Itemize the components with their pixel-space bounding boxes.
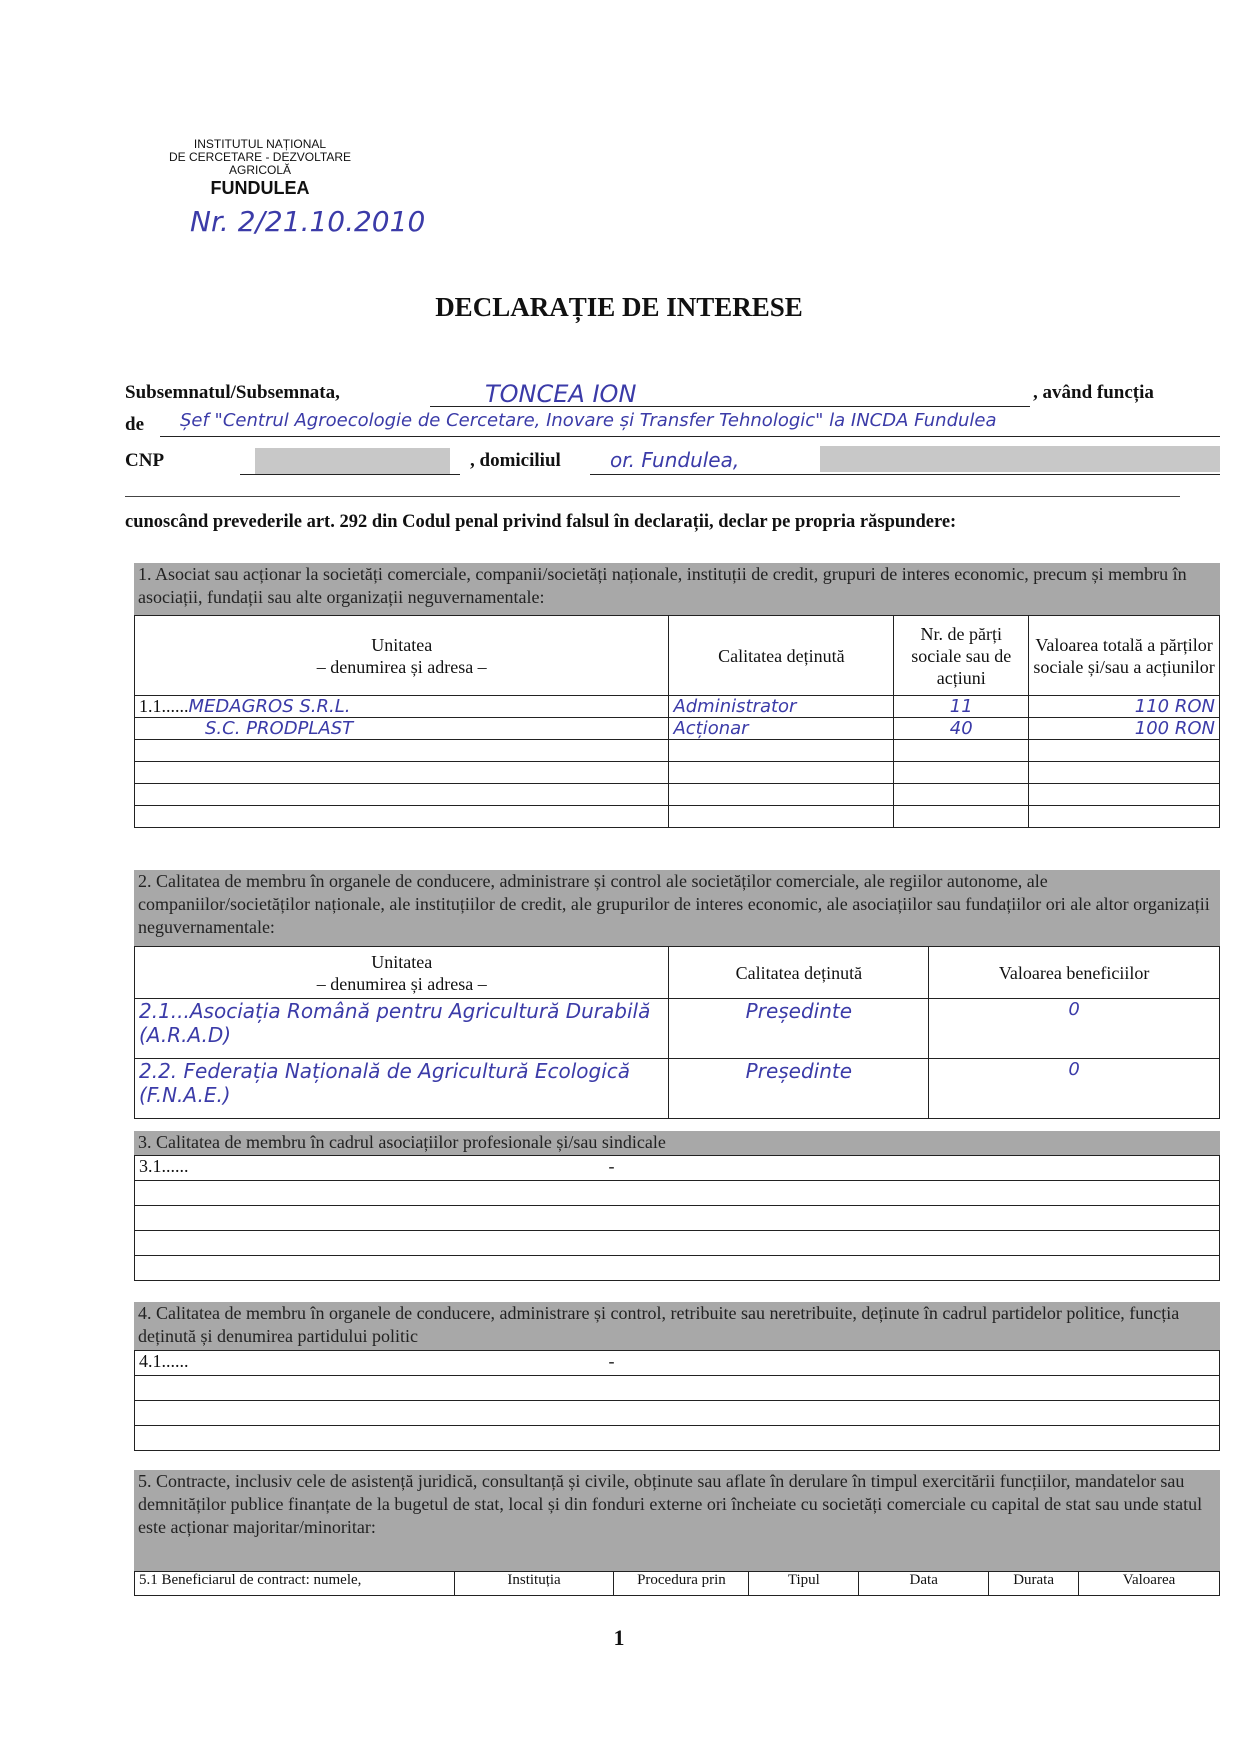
s5-col-valoarea: Valoarea bbox=[1079, 1572, 1220, 1596]
s5-col-procedura: Procedura prin bbox=[614, 1572, 749, 1596]
s1-col-calitate: Calitatea deținută bbox=[669, 616, 894, 696]
section-1-heading: 1. Asociat sau acționar la societăți comerciale, companii/societăți naționale, instituții de credit, grupuri de interes economic, precum și membru în asociații, fundații sau alte organizații neguvernamentale: bbox=[134, 563, 1220, 615]
s5-col-institutia: Instituția bbox=[454, 1572, 614, 1596]
page-title: DECLARAȚIE DE INTERESE bbox=[435, 292, 803, 322]
table-row bbox=[135, 718, 1220, 740]
institute-city: FUNDULEA bbox=[210, 178, 310, 198]
table-row: 1.1......MEDAGROS S.R.L. Administrator 11 110 RON bbox=[135, 696, 1220, 718]
table-row: 4.1...... - bbox=[135, 1351, 1220, 1376]
s1-value-2: 100 RON bbox=[1029, 718, 1220, 740]
s2-unit-2: 2.2. Federația Națională de Agricultură Ecologică (F.N.A.E.) bbox=[135, 1059, 669, 1119]
section-5-heading: 5. Contracte, inclusiv cele de asistență juridică, consultanță și civile, obținute sau aflate în derulare în timpul exercitării funcțiilor, mandatelor sau demnităților publice finanțate de la bugetul de stat, local și din fonduri externe ori încheiate cu societăți comerciale cu capital de stat sau unde statul este acționar majoritar/minoritar: bbox=[134, 1470, 1220, 1571]
address-continuation-line bbox=[125, 496, 1180, 497]
s5-col-tipul: Tipul bbox=[749, 1572, 859, 1596]
s2-role-2: Președinte bbox=[669, 1059, 929, 1119]
section-4-table bbox=[134, 1350, 1220, 1451]
s2-unit-1: 2.1...Asociația Română pentru Agricultură Durabilă (A.R.A.D) bbox=[135, 999, 669, 1059]
section-5-table bbox=[134, 1571, 1220, 1596]
name-value: TONCEA ION bbox=[485, 380, 637, 408]
registration-number: Nr. 2/21.10.2010 bbox=[190, 205, 426, 238]
s1-unit-2: S.C. PRODPLAST bbox=[135, 718, 669, 740]
subsemnatul-label: Subsemnatul/Subsemnata, bbox=[125, 382, 340, 403]
s5-col-durata: Durata bbox=[989, 1572, 1079, 1596]
s1-col-unit: Unitatea – denumirea și adresa – bbox=[135, 616, 669, 696]
s2-value-2: 0 bbox=[929, 1059, 1220, 1119]
s5-col-data: Data bbox=[859, 1572, 989, 1596]
table-row bbox=[135, 1059, 1220, 1119]
institute-line-3: AGRICOLĂ bbox=[228, 163, 291, 177]
page-number: 1 bbox=[613, 1625, 625, 1650]
institute-stamp bbox=[165, 138, 355, 199]
s2-col-valoare: Valoarea beneficiilor bbox=[929, 947, 1220, 999]
s5-col-beneficiar: 5.1 Beneficiarul de contract: numele, bbox=[135, 1572, 455, 1596]
cnp-label: CNP bbox=[125, 450, 165, 471]
cnp-redaction bbox=[255, 448, 450, 474]
s1-col-valoare: Valoarea totală a părților sociale și/sau a acțiunilor bbox=[1029, 616, 1220, 696]
address-redaction bbox=[820, 446, 1220, 472]
institute-line-1: INSTITUTUL NAȚIONAL bbox=[193, 137, 327, 151]
avand-functia-label: , având funcția bbox=[1033, 382, 1154, 403]
s2-value-1: 0 bbox=[929, 999, 1220, 1059]
s1-role-2: Acționar bbox=[669, 718, 894, 740]
section-2-table bbox=[134, 946, 1220, 1119]
s1-unit-1: MEDAGROS S.R.L. bbox=[188, 696, 351, 717]
name-line bbox=[430, 380, 1030, 407]
domiciliul-label: , domiciliul bbox=[470, 450, 561, 471]
section-1-table bbox=[134, 615, 1220, 828]
s2-col-calitate: Calitatea deținută bbox=[669, 947, 929, 999]
table-row: 3.1...... - bbox=[135, 1156, 1220, 1181]
s1-role-1: Administrator bbox=[669, 696, 894, 718]
s2-role-1: Președinte bbox=[669, 999, 929, 1059]
s1-value-1: 110 RON bbox=[1029, 696, 1220, 718]
section-2-heading: 2. Calitatea de membru în organele de conducere, administrare și control ale societăților comerciale, ale regiilor autonome, ale companiilor/societăților naționale, ale instituțiilor de credit, ale grupurilor de interes economic, ale asociațiilor sau fundațiilor ori ale altor organizații neguvernamentale: bbox=[134, 870, 1220, 946]
function-line bbox=[160, 410, 1220, 437]
s2-col-unit: Unitatea – denumirea și adresa – bbox=[135, 947, 669, 999]
domiciliul-value: or. Fundulea, bbox=[610, 448, 740, 472]
section-4-heading: 4. Calitatea de membru în organele de conducere, administrare și control, retribuite sau neretribuite, deținute în cadrul partidelor politice, funcția deținută și denumirea partidului politic bbox=[134, 1302, 1220, 1350]
s1-nr-1: 11 bbox=[894, 696, 1029, 718]
institute-line-2: DE CERCETARE - DEZVOLTARE bbox=[168, 150, 352, 164]
section-3-table bbox=[134, 1155, 1220, 1281]
s1-nr-2: 40 bbox=[894, 718, 1029, 740]
table-row bbox=[135, 999, 1220, 1059]
declaration-text: cunoscând prevederile art. 292 din Codul penal privind falsul în declarații, declar pe propria răspundere: bbox=[125, 512, 957, 532]
function-value: Șef "Centrul Agroecologie de Cercetare, Inovare și Transfer Tehnologic" la INCDA Fundulea bbox=[180, 410, 997, 431]
section-3-heading: 3. Calitatea de membru în cadrul asociațiilor profesionale și/sau sindicale bbox=[134, 1131, 1220, 1155]
de-label: de bbox=[125, 414, 144, 435]
s1-col-nr: Nr. de părți sociale sau de acțiuni bbox=[894, 616, 1029, 696]
